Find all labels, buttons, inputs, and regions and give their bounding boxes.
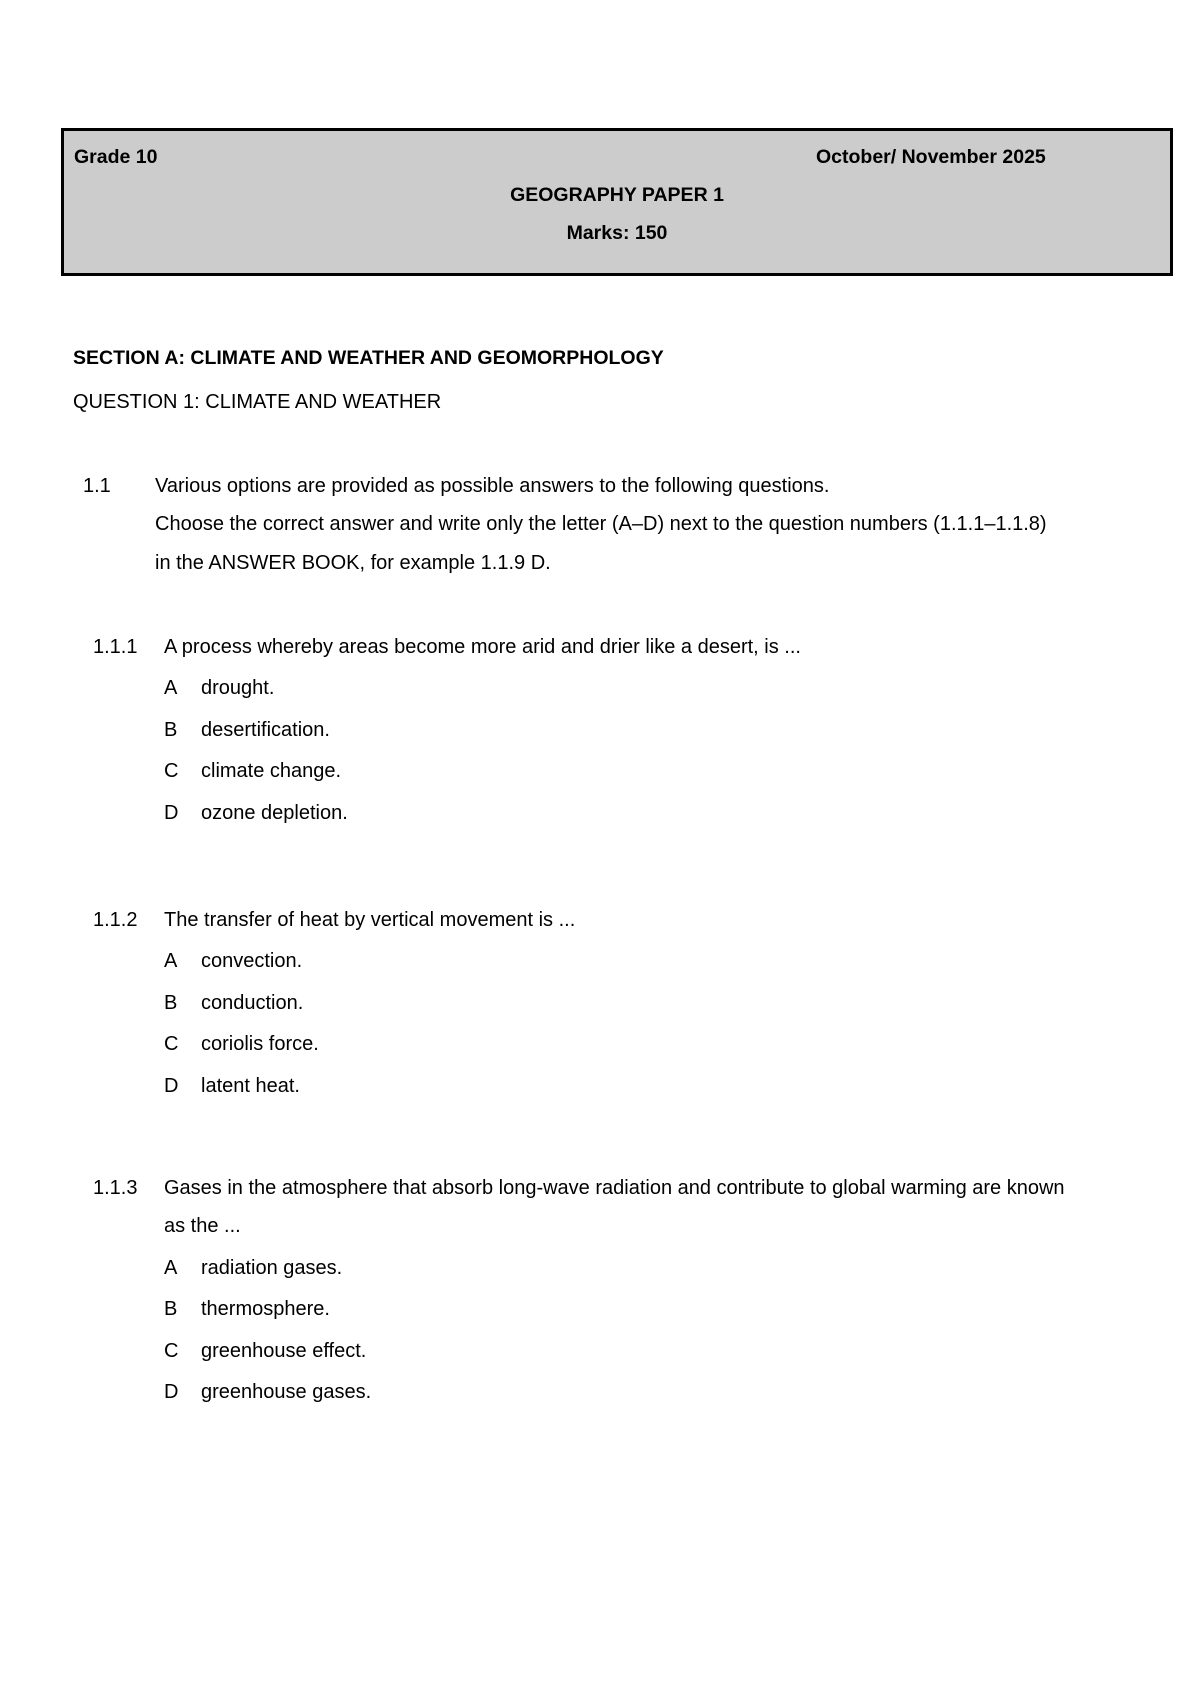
option-text: ozone depletion. (201, 802, 348, 824)
question-title: QUESTION 1: CLIMATE AND WEATHER (73, 391, 442, 413)
option-text: convection. (201, 950, 303, 972)
grade-label: Grade 10 (74, 146, 158, 168)
option-letter: A (164, 950, 178, 972)
option-letter: C (164, 1033, 179, 1055)
question-number: 1.1.2 (93, 909, 138, 931)
question-stem-continuation: as the ... (164, 1215, 241, 1237)
section-title: SECTION A: CLIMATE AND WEATHER AND GEOMORPHOLOGY (73, 347, 664, 369)
total-marks: Marks: 150 (566, 222, 668, 244)
option-text: greenhouse gases. (201, 1381, 372, 1403)
instruction-line: Various options are provided as possible answers to the following questions. (155, 475, 830, 497)
option-text: radiation gases. (201, 1257, 343, 1279)
option-letter: B (164, 719, 178, 741)
option-text: drought. (201, 677, 275, 699)
option-text: conduction. (201, 992, 304, 1014)
option-letter: D (164, 1075, 179, 1097)
option-text: coriolis force. (201, 1033, 319, 1055)
option-letter: A (164, 1257, 178, 1279)
question-stem: Gases in the atmosphere that absorb long-wave radiation and contribute to global warming are known (164, 1177, 1065, 1199)
option-letter: D (164, 802, 179, 824)
option-letter: A (164, 677, 178, 699)
option-letter: C (164, 1340, 179, 1362)
option-text: desertification. (201, 719, 330, 741)
question-number: 1.1.1 (93, 636, 138, 658)
option-letter: C (164, 760, 179, 782)
paper-title: GEOGRAPHY PAPER 1 (510, 184, 724, 206)
option-text: thermosphere. (201, 1298, 330, 1320)
option-letter: D (164, 1381, 179, 1403)
option-letter: B (164, 1298, 178, 1320)
option-letter: B (164, 992, 178, 1014)
option-text: greenhouse effect. (201, 1340, 367, 1362)
instruction-line: in the ANSWER BOOK, for example 1.1.9 D. (155, 552, 551, 574)
exam-header-box (61, 128, 1173, 276)
question-stem: A process whereby areas become more arid and drier like a desert, is ... (164, 636, 801, 658)
instruction-number: 1.1 (83, 475, 111, 497)
question-stem: The transfer of heat by vertical movement is ... (164, 909, 576, 931)
option-text: latent heat. (201, 1075, 300, 1097)
exam-date: October/ November 2025 (816, 146, 1046, 168)
option-text: climate change. (201, 760, 342, 782)
question-number: 1.1.3 (93, 1177, 138, 1199)
instruction-line: Choose the correct answer and write only the letter (A–D) next to the question numbers (1.1.1–1.1.8) (155, 513, 1047, 535)
